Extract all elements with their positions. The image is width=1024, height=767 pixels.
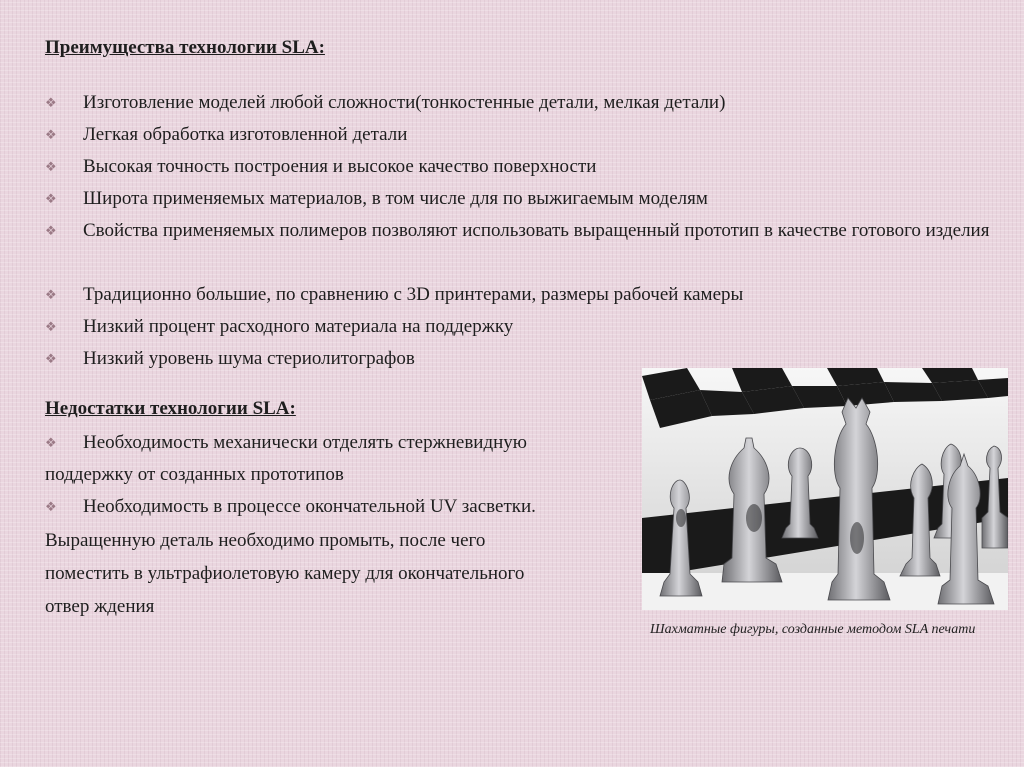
- advantage-text: Традиционно большие, по сравнению с 3D принтерами, размеры рабочей камеры: [83, 284, 744, 305]
- photo-caption: Шахматные фигуры, созданные методом SLA печати: [650, 622, 976, 637]
- diamond-bullet-icon: ❖: [45, 435, 57, 450]
- advantage-text: Низкий уровень шума стериолитографов: [83, 348, 415, 369]
- paragraph-line-3: отвер ждения: [45, 596, 155, 617]
- diamond-bullet-icon: ❖: [45, 159, 57, 174]
- diamond-bullet-icon: ❖: [45, 191, 57, 206]
- advantage-item-6: [45, 279, 1013, 311]
- diamond-bullet-icon: ❖: [45, 287, 57, 302]
- disadvantage-continuation: поддержку от созданных прототипов: [45, 464, 344, 485]
- chess-pieces-photo: [642, 368, 1008, 610]
- advantage-text: Свойства применяемых полимеров позволяют использовать выращенный прототип в качестве готового изделия: [83, 220, 990, 241]
- advantage-text: Высокая точность построения и высокое качество поверхности: [83, 156, 597, 177]
- advantage-item-4: [45, 183, 1013, 215]
- diamond-bullet-icon: ❖: [45, 499, 57, 514]
- advantage-item-1: [45, 87, 1013, 119]
- disadvantages-heading: Недостатки технологии SLA:: [45, 398, 296, 419]
- advantage-text: Широта применяемых материалов, в том числе для по выжигаемым моделям: [83, 188, 708, 209]
- advantage-item-7: [45, 311, 1013, 343]
- paragraph-line-2: поместить в ультрафиолетовую камеру для окончательного: [45, 563, 525, 584]
- diamond-bullet-icon: ❖: [45, 95, 57, 110]
- diamond-bullet-icon: ❖: [45, 223, 57, 238]
- chess-pieces-illustration: [642, 368, 1008, 610]
- disadvantage-text: Необходимость механически отделять стержневидную: [83, 432, 527, 453]
- paragraph-line-1: Выращенную деталь необходимо промыть, после чего: [45, 530, 486, 551]
- advantage-text: Легкая обработка изготовленной детали: [83, 124, 408, 145]
- advantages-heading: Преимущества технологии SLA:: [45, 37, 325, 58]
- diamond-bullet-icon: ❖: [45, 351, 57, 366]
- advantage-text: Изготовление моделей любой сложности(тонкостенные детали, мелкая детали): [83, 92, 726, 113]
- disadvantage-text: Необходимость в процессе окончательной UV засветки.: [83, 496, 536, 517]
- advantage-text: Низкий процент расходного материала на поддержку: [83, 316, 514, 337]
- diamond-bullet-icon: ❖: [45, 319, 57, 334]
- advantage-item-5: [45, 215, 1013, 247]
- diamond-bullet-icon: ❖: [45, 127, 57, 142]
- advantage-item-3: [45, 151, 1013, 183]
- advantage-item-2: [45, 119, 1013, 151]
